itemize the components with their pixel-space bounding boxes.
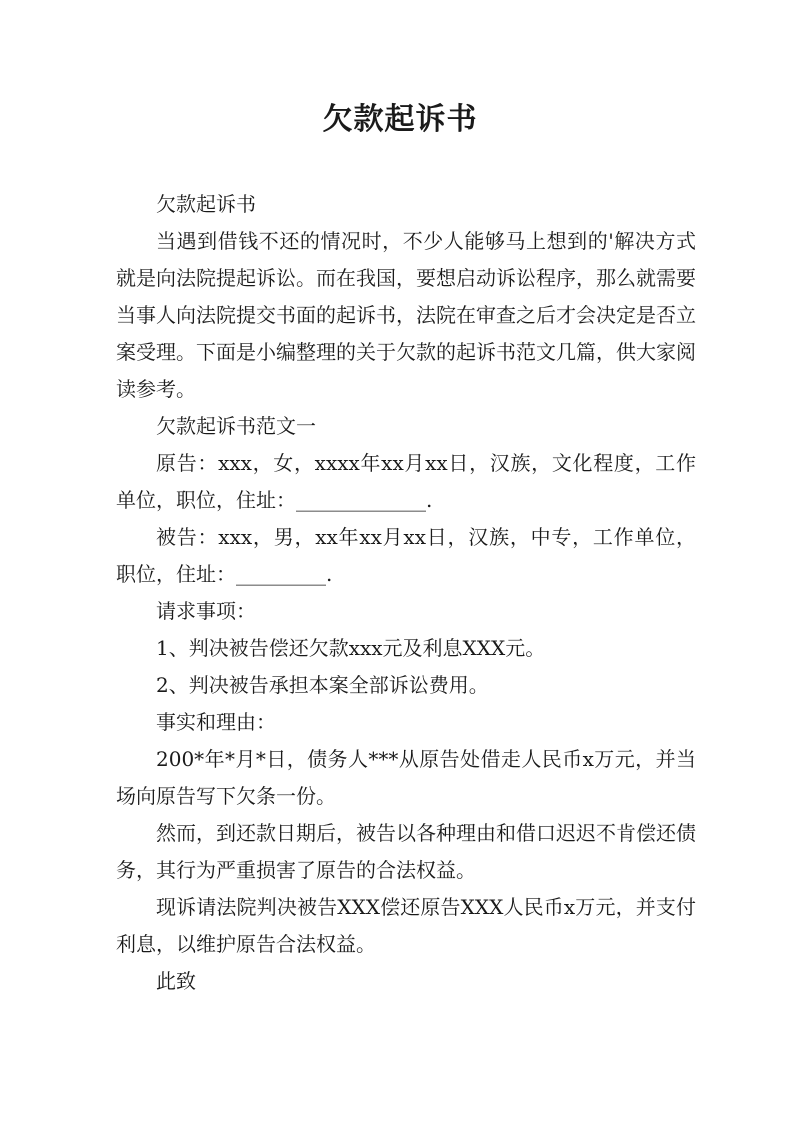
paragraph-claims-heading: 请求事项： — [156, 599, 256, 623]
paragraph-sample-title: 欠款起诉书范文一 — [156, 414, 316, 438]
paragraph-heading: 欠款起诉书 — [156, 192, 256, 216]
paragraph-defendant: 被告：xxx，男，xx年xx月xx日，汉族，中专，工作单位，职位，住址：_________. — [116, 525, 696, 586]
paragraph-closing: 此致 — [156, 969, 196, 993]
paragraph-facts-heading: 事实和理由： — [156, 710, 276, 734]
paragraph-fact-2: 然而，到还款日期后，被告以各种理由和借口迟迟不肯偿还债务，其行为严重损害了原告的合法权益。 — [116, 821, 696, 882]
paragraph-claim-1: 1、判决被告偿还欠款xxx元及利息XXX元。 — [156, 636, 546, 660]
paragraph-fact-3: 现诉请法院判决被告XXX偿还原告XXX人民币x万元，并支付利息，以维护原告合法权益。 — [116, 895, 696, 956]
paragraph-plaintiff: 原告：xxx，女，xxxx年xx月xx日，汉族，文化程度，工作单位，职位，住址：_____________. — [116, 451, 696, 512]
paragraph-fact-1: 200*年*月*日，债务人***从原告处借走人民币x万元，并当场向原告写下欠条一份。 — [116, 747, 696, 808]
paragraph-claim-2: 2、判决被告承担本案全部诉讼费用。 — [156, 673, 489, 697]
document-title: 欠款起诉书 — [322, 102, 478, 137]
paragraph-intro: 当遇到借钱不还的情况时，不少人能够马上想到的'解决方式就是向法院提起诉讼。而在我国，要想启动诉讼程序，那么就需要当事人向法院提交书面的起诉书，法院在审查之后才会决定是否立案受理。下面是小编整理的关于欠款的起诉书范文几篇，供大家阅读参考。 — [116, 229, 696, 401]
document-body — [116, 186, 696, 1000]
